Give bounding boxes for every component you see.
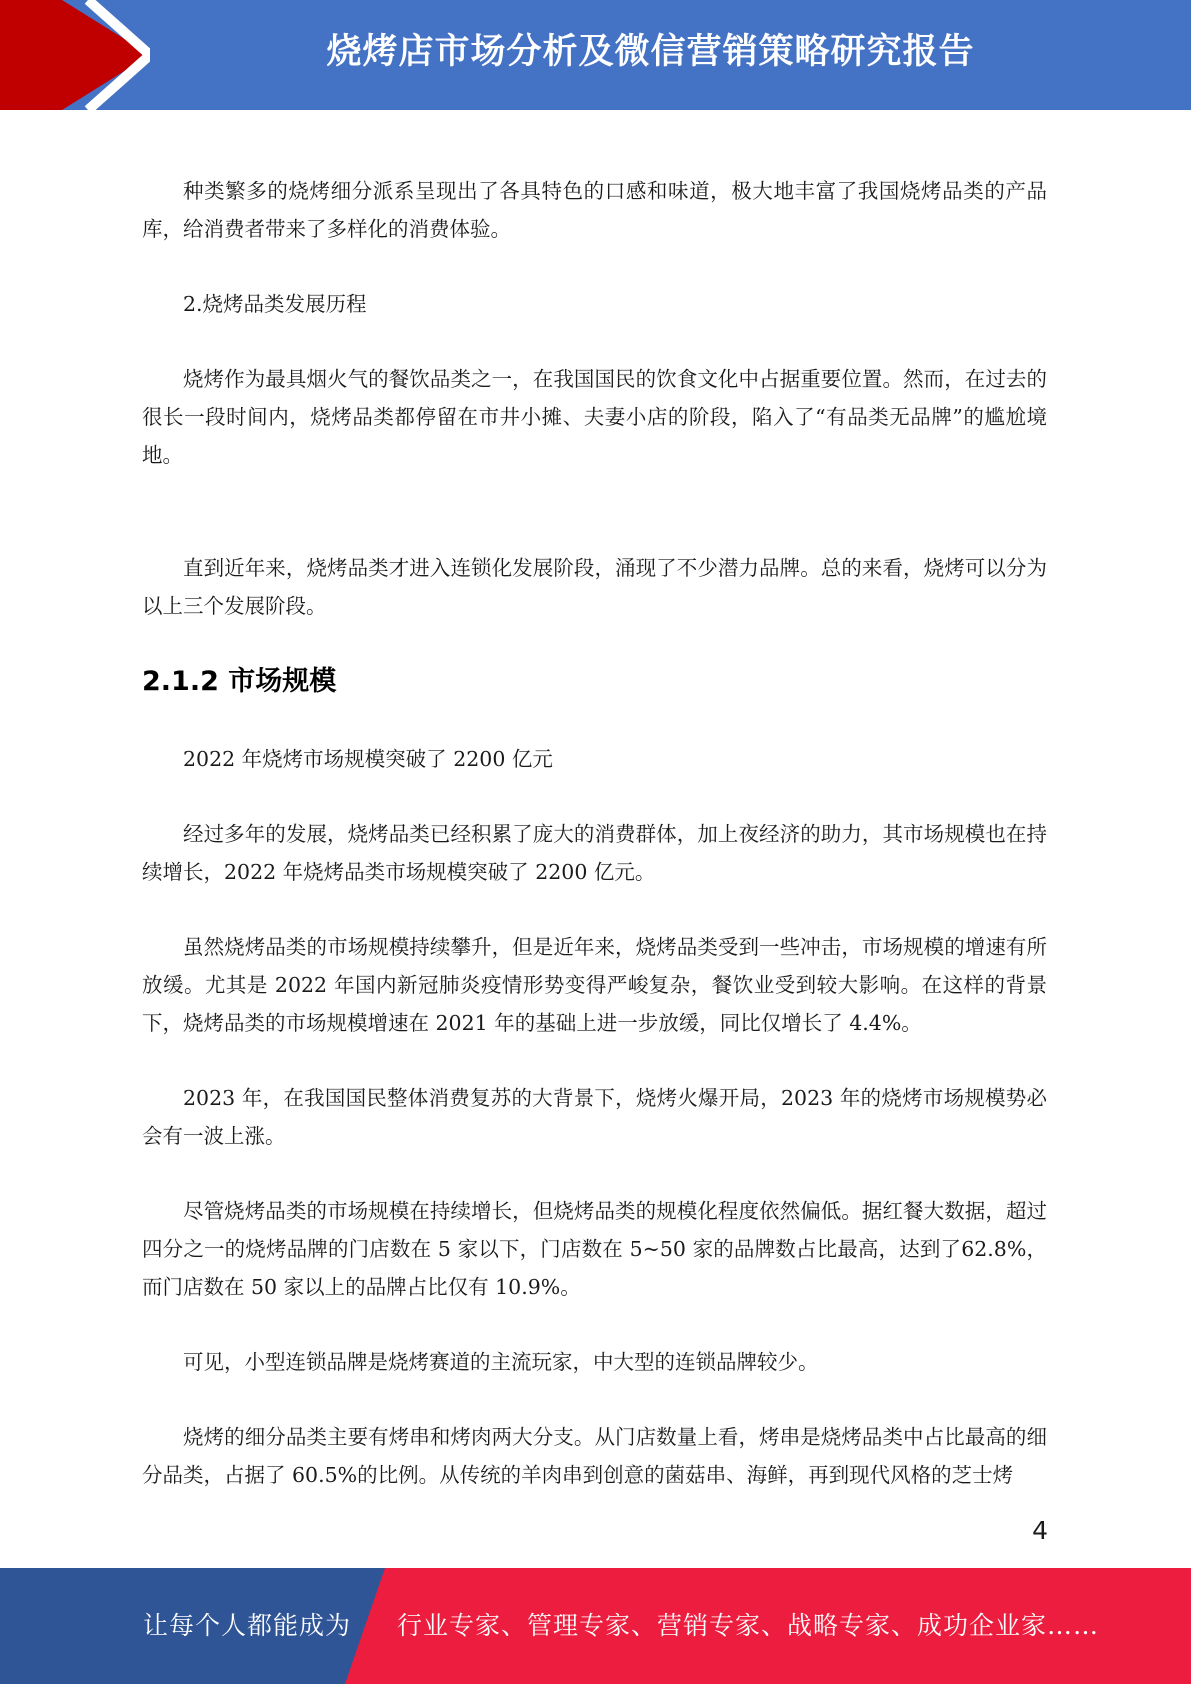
page-header <box>0 0 1191 110</box>
paragraph: 直到近年来，烧烤品类才进入连锁化发展阶段，涌现了不少潜力品牌。总的来看，烧烤可以分为以上三个发展阶段。 <box>142 556 1047 618</box>
report-title: 烧烤店市场分析及微信营销策略研究报告 <box>326 32 975 72</box>
paragraph: 种类繁多的烧烤细分派系呈现出了各具特色的口感和味道，极大地丰富了我国烧烤品类的产品库，给消费者带来了多样化的消费体验。 <box>142 179 1047 241</box>
footer-slogan-right: 行业专家、管理专家、营销专家、战略专家、成功企业家…… <box>397 1611 1100 1640</box>
page-footer <box>0 1568 1191 1684</box>
paragraph: 烧烤的细分品类主要有烤串和烤肉两大分支。从门店数量上看，烤串是烧烤品类中占比最高的细分品类，占据了 60.5%的比例。从传统的羊肉串到创意的菌菇串、海鲜，再到现代风格的芝士烤 <box>142 1425 1047 1487</box>
subheading: 2.烧烤品类发展历程 <box>183 292 367 316</box>
paragraph: 虽然烧烤品类的市场规模持续攀升，但是近年来，烧烤品类受到一些冲击，市场规模的增速有所放缓。尤其是 2022 年国内新冠肺炎疫情形势变得严峻复杂，餐饮业受到较大影响。在这样的背景下，烧烤品类的市场规模增速在 2021 年的基础上进一步放缓，同比仅增长了 4.4%。 <box>142 935 1047 1035</box>
paragraph: 2023 年，在我国国民整体消费复苏的大背景下，烧烤火爆开局，2023 年的烧烤市场规模势必会有一波上涨。 <box>142 1086 1047 1148</box>
section-title: 2.1.2 市场规模 <box>142 666 337 697</box>
document-body <box>142 172 1047 1531</box>
paragraph: 可见，小型连锁品牌是烧烤赛道的主流玩家，中大型的连锁品牌较少。 <box>183 1350 819 1374</box>
subheading: 2022 年烧烤市场规模突破了 2200 亿元 <box>183 747 553 771</box>
paragraph: 烧烤作为最具烟火气的餐饮品类之一，在我国国民的饮食文化中占据重要位置。然而，在过去的很长一段时间内，烧烤品类都停留在市井小摊、夫妻小店的阶段，陷入了“有品类无品牌”的尴尬境地。 <box>142 367 1047 467</box>
paragraph: 尽管烧烤品类的市场规模在持续增长，但烧烤品类的规模化程度依然偏低。据红餐大数据，超过四分之一的烧烤品牌的门店数在 5 家以下，门店数在 5~50 家的品牌数占比最高，达到了62.8%，而门店数在 50 家以上的品牌占比仅有 10.9%。 <box>142 1199 1047 1299</box>
paragraph: 经过多年的发展，烧烤品类已经积累了庞大的消费群体，加上夜经济的助力，其市场规模也在持续增长，2022 年烧烤品类市场规模突破了 2200 亿元。 <box>142 822 1047 884</box>
footer-slogan-left: 让每个人都能成为 <box>143 1611 352 1640</box>
page-number: 4 <box>1032 1516 1048 1545</box>
